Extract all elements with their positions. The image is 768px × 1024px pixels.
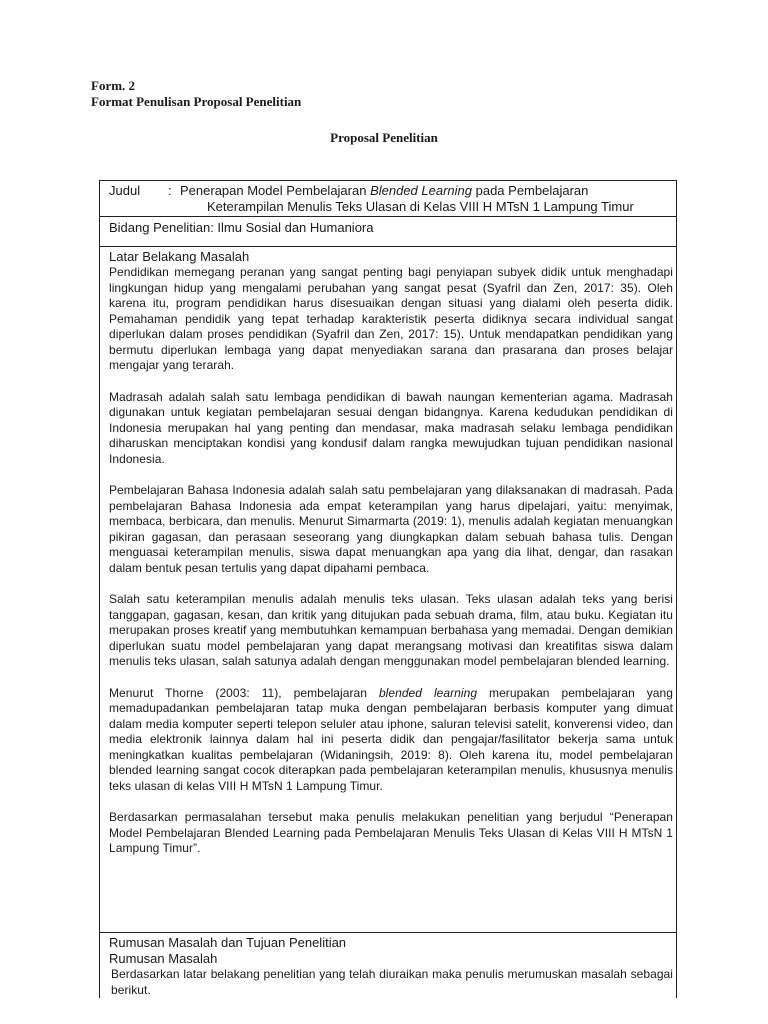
latar-belakang-section bbox=[100, 247, 676, 933]
judul-line1-b: pada Pembelajaran bbox=[472, 183, 589, 198]
bidang-penelitian-row: Bidang Penelitian: Ilmu Sosial dan Humaniora bbox=[100, 217, 676, 247]
latar-paragraph-6: Berdasarkan permasalahan tersebut maka penulis melakukan penelitian yang berjudul “Penerapan Model Pembelajaran Blended Learning pada Pembelajaran Menulis Teks Ulasan di Kelas VIII H MTsN 1 Lampung Timur”. bbox=[109, 810, 673, 855]
rumusan-masalah-section bbox=[100, 933, 676, 998]
format-title: Format Penulisan Proposal Penelitian bbox=[91, 94, 302, 109]
form-label: Form. 2 bbox=[91, 78, 136, 93]
rumusan-subheading: Rumusan Masalah bbox=[109, 951, 218, 966]
document-title: Proposal Penelitian bbox=[330, 130, 438, 145]
judul-label: Judul bbox=[109, 183, 141, 198]
latar-paragraph-1: Pendidikan memegang peranan yang sangat penting bagi penyiapan subyek didik untuk menghadapi lingkungan hidup yang mengalami perubahan yang sangat pesat (Syafril dan Zen, 2017: 35). Oleh karena itu, program pendidikan harus disesuaikan dengan situasi yang dialami oleh peserta didik. Pemahaman pendidik yang tepat terhadap karakteristik peserta didiknya secara individual sangat diperlukan dalam proses pendidikan (Syafril dan Zen, 2017: 15). Untuk mendapatkan pendidikan yang bermutu diperlukan lembaga yang dapat menyediakan sarana dan prasarana dan proses belajar mengajar yang terarah. bbox=[109, 265, 673, 372]
judul-line2: Keterampilan Menulis Teks Ulasan di Kelas VIII H MTsN 1 Lampung Timur bbox=[207, 198, 634, 214]
judul-row bbox=[100, 181, 676, 217]
latar-p5-a: Menurut Thorne (2003: 11), pembelajaran bbox=[109, 685, 379, 700]
judul-line1-italic: Blended Learning bbox=[370, 183, 472, 198]
latar-paragraph-2: Madrasah adalah salah satu lembaga pendidikan di bawah naungan kementerian agama. Madrasah digunakan untuk kegiatan pembelajaran sesuai dengan bidangnya. Karena kedudukan pendidikan di Indonesia merupakan hal yang penting dan mendasar, maka madrasah selaku lembaga pendidikan diharuskan menciptakan kondisi yang kondusif dalam rangka mewujudkan tujuan pendidikan nasional Indonesia. bbox=[109, 389, 673, 466]
latar-paragraph-3: Pembelajaran Bahasa Indonesia adalah salah satu pembelajaran yang dilaksanakan di madrasah. Pada pembelajaran Bahasa Indonesia ada empat keterampilan yang harus dipelajari, yaitu: menyimak, membaca, berbicara, dan menulis. Menurut Simarmarta (2019: 1), menulis adalah kegiatan menuangkan pikiran gagasan, dan perasaan seseorang yang diungkapkan dalam sebuah bahasa tulis. Dengan menguasai keterampilan menulis, siswa dapat menuangkan apa yang dia lihat, dengar, dan rasakan dalam bentuk pesan tertulis yang dapat dipahami pembaca. bbox=[109, 483, 673, 575]
proposal-table bbox=[99, 180, 677, 998]
form-header bbox=[91, 78, 301, 110]
judul-colon: : bbox=[168, 183, 172, 198]
latar-p5-b: merupakan pembelajaran yang memadupadankan pembelajaran tatap muka dengan pembelajaran berbasis komputer yang dimuat dalam media komputer seperti telepon seluler atau iphone, saluran televisi satelit, konverensi video, dan media elektronik lainnya dalam hal ini peserta didik dan pengajar/fasilitator bekerja sama untuk meningkatkan kualitas pembelajaran (Widaningsih, 2019: 8). Oleh karena itu, model pembelajaran blended learning sangat cocok diterapkan pada pembelajaran keterampilan menulis, khususnya menulis teks ulasan di kelas VIII H MTsN 1 Lampung Timur. bbox=[109, 685, 673, 793]
judul-line1-a: Penerapan Model Pembelajaran bbox=[180, 183, 371, 198]
judul-value bbox=[180, 183, 660, 214]
rumusan-heading: Rumusan Masalah dan Tujuan Penelitian bbox=[109, 935, 347, 950]
latar-paragraph-5 bbox=[109, 686, 673, 795]
latar-paragraph-4: Salah satu keterampilan menulis adalah menulis teks ulasan. Teks ulasan adalah teks yang berisi tanggapan, gagasan, kesan, dan kritik yang ditujukan pada sebuah drama, film, atau buku. Kegiatan itu merupakan proses kreatif yang membutuhkan kemampuan berbahasa yang memadai. Dengan demikian diperlukan suatu model pembelajaran yang dapat merangsang motivasi dan kreatifitas siswa dalam menulis teks ulasan, salah satunya adalah dengan menggunakan model pembelajaran blended learning. bbox=[109, 592, 673, 668]
latar-belakang-heading: Latar Belakang Masalah bbox=[109, 249, 250, 264]
rumusan-paragraph-1: Berdasarkan latar belakang penelitian yang telah diuraikan maka penulis merumuskan masalah sebagai berikut. bbox=[111, 967, 673, 997]
latar-p5-italic: blended learning bbox=[378, 685, 478, 700]
